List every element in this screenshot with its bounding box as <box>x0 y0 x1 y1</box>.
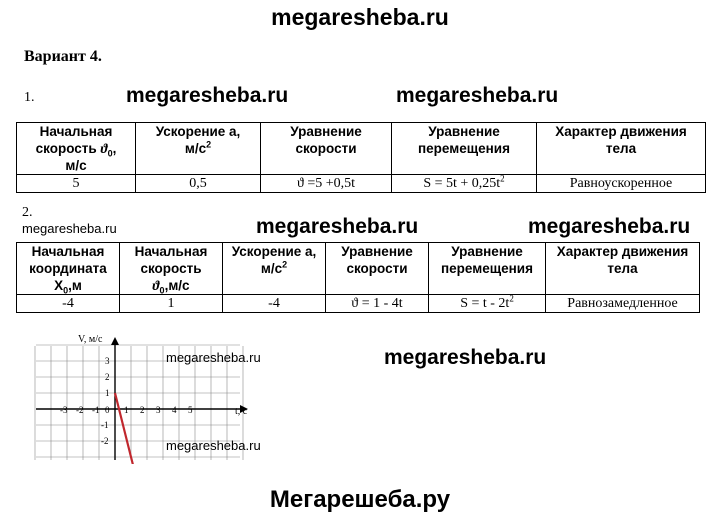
y-axis-arrow-icon <box>111 337 119 345</box>
header-initial-velocity: Начальная скорость $ϑ_0$, м/с <box>17 123 136 175</box>
x-axis-label: t, c <box>235 406 248 417</box>
header-velocity-equation: Уравнение скорости <box>326 243 429 295</box>
header-subscript: 0 <box>159 285 165 296</box>
y-axis-label: V, м/с <box>78 334 103 345</box>
cell-acceleration: 0,5 <box>136 175 261 193</box>
equation-text: S = 5t + 0,25t <box>423 176 501 191</box>
x-tick-label: 2 <box>140 405 145 415</box>
watermark: megaresheba.ru <box>396 84 559 107</box>
watermark: megaresheba.ru <box>256 215 419 238</box>
task1-table <box>16 122 706 193</box>
x-tick-label: 4 <box>172 405 177 415</box>
watermark: megaresheba.ru <box>126 84 289 107</box>
header-displacement-equation: Уравнение перемещения <box>429 243 546 295</box>
header-unit: м/с <box>184 141 207 156</box>
cell-motion-character: Равнозамедленное <box>546 295 700 313</box>
header-velocity-equation: Уравнение скорости <box>261 123 392 175</box>
x-tick-label: -1 <box>92 405 100 415</box>
header-displacement-equation: Уравнение перемещения <box>392 123 537 175</box>
header-unit: ,м/с <box>164 278 190 293</box>
watermark: megaresheba.ru <box>384 346 547 369</box>
header-acceleration <box>223 243 326 295</box>
header-acceleration <box>136 123 261 175</box>
header-initial-coordinate <box>17 243 120 295</box>
header-unit: м/с <box>65 158 87 173</box>
cell-initial-velocity: 1 <box>120 295 223 313</box>
x-tick-label: -2 <box>76 405 84 415</box>
equation-text: S = t - 2t <box>460 296 510 311</box>
x-tick-label: -3 <box>60 405 68 415</box>
x-tick-label: 1 <box>124 405 129 415</box>
header-subscript: 0 <box>63 285 69 296</box>
task2-number: 2. <box>22 205 33 220</box>
header-motion-character: Характер движения тела <box>546 243 700 295</box>
y-tick-label: -2 <box>101 436 109 446</box>
header-symbol: ϑ <box>100 141 108 156</box>
variant-title: Вариант 4. <box>24 48 102 65</box>
y-tick-label: 2 <box>105 372 110 382</box>
header-text: Начальная координата <box>29 244 107 276</box>
header-text: Ускорение а, <box>155 124 241 139</box>
equation-superscript: 2 <box>500 173 505 184</box>
watermark: megaresheba.ru <box>528 215 691 238</box>
site-header: megaresheba.ru <box>271 4 449 30</box>
header-unit: ,м <box>68 278 82 293</box>
cell-initial-coordinate: -4 <box>17 295 120 313</box>
header-initial-velocity <box>120 243 223 295</box>
header-symbol: ϑ <box>152 278 160 293</box>
y-tick-label: 1 <box>105 388 110 398</box>
table-row <box>17 295 700 313</box>
watermark: megaresheba.ru <box>22 221 117 236</box>
header-text: Ускорение а, м/с <box>231 244 317 276</box>
table-header-row <box>17 243 700 295</box>
y-tick-label: 3 <box>105 356 110 366</box>
cell-displacement-equation <box>429 295 546 313</box>
cell-displacement-equation <box>392 175 537 193</box>
task2-table <box>16 242 700 313</box>
cell-initial-velocity: 5 <box>17 175 136 193</box>
table-header-row <box>17 123 706 175</box>
header-motion-character: Характер движения тела <box>537 123 706 175</box>
velocity-line <box>115 393 137 464</box>
watermark: megaresheba.ru <box>166 350 261 365</box>
task1-number: 1. <box>24 90 35 105</box>
header-subscript: 0 <box>107 148 113 159</box>
header-text: Начальная скорость <box>134 244 208 276</box>
table-row <box>17 175 706 193</box>
header-superscript: 2 <box>282 259 288 270</box>
y-tick-label: -1 <box>101 420 109 430</box>
header-symbol: X <box>54 278 64 293</box>
cell-velocity-equation: ϑ = 1 - 4t <box>326 295 429 313</box>
cell-motion-character: Равноускоренное <box>537 175 706 193</box>
watermark: megaresheba.ru <box>166 438 261 453</box>
x-tick-label: 5 <box>188 405 193 415</box>
cell-acceleration: -4 <box>223 295 326 313</box>
footer-brand: Мегарешеба.ру <box>269 486 451 513</box>
header-superscript: 2 <box>206 139 212 150</box>
equation-superscript: 2 <box>509 293 514 304</box>
x-tick-label: 3 <box>156 405 161 415</box>
x-tick-label: 0 <box>105 405 110 415</box>
header-text: Начальная скорость <box>35 124 113 156</box>
cell-velocity-equation: ϑ =5 +0,5t <box>261 175 392 193</box>
